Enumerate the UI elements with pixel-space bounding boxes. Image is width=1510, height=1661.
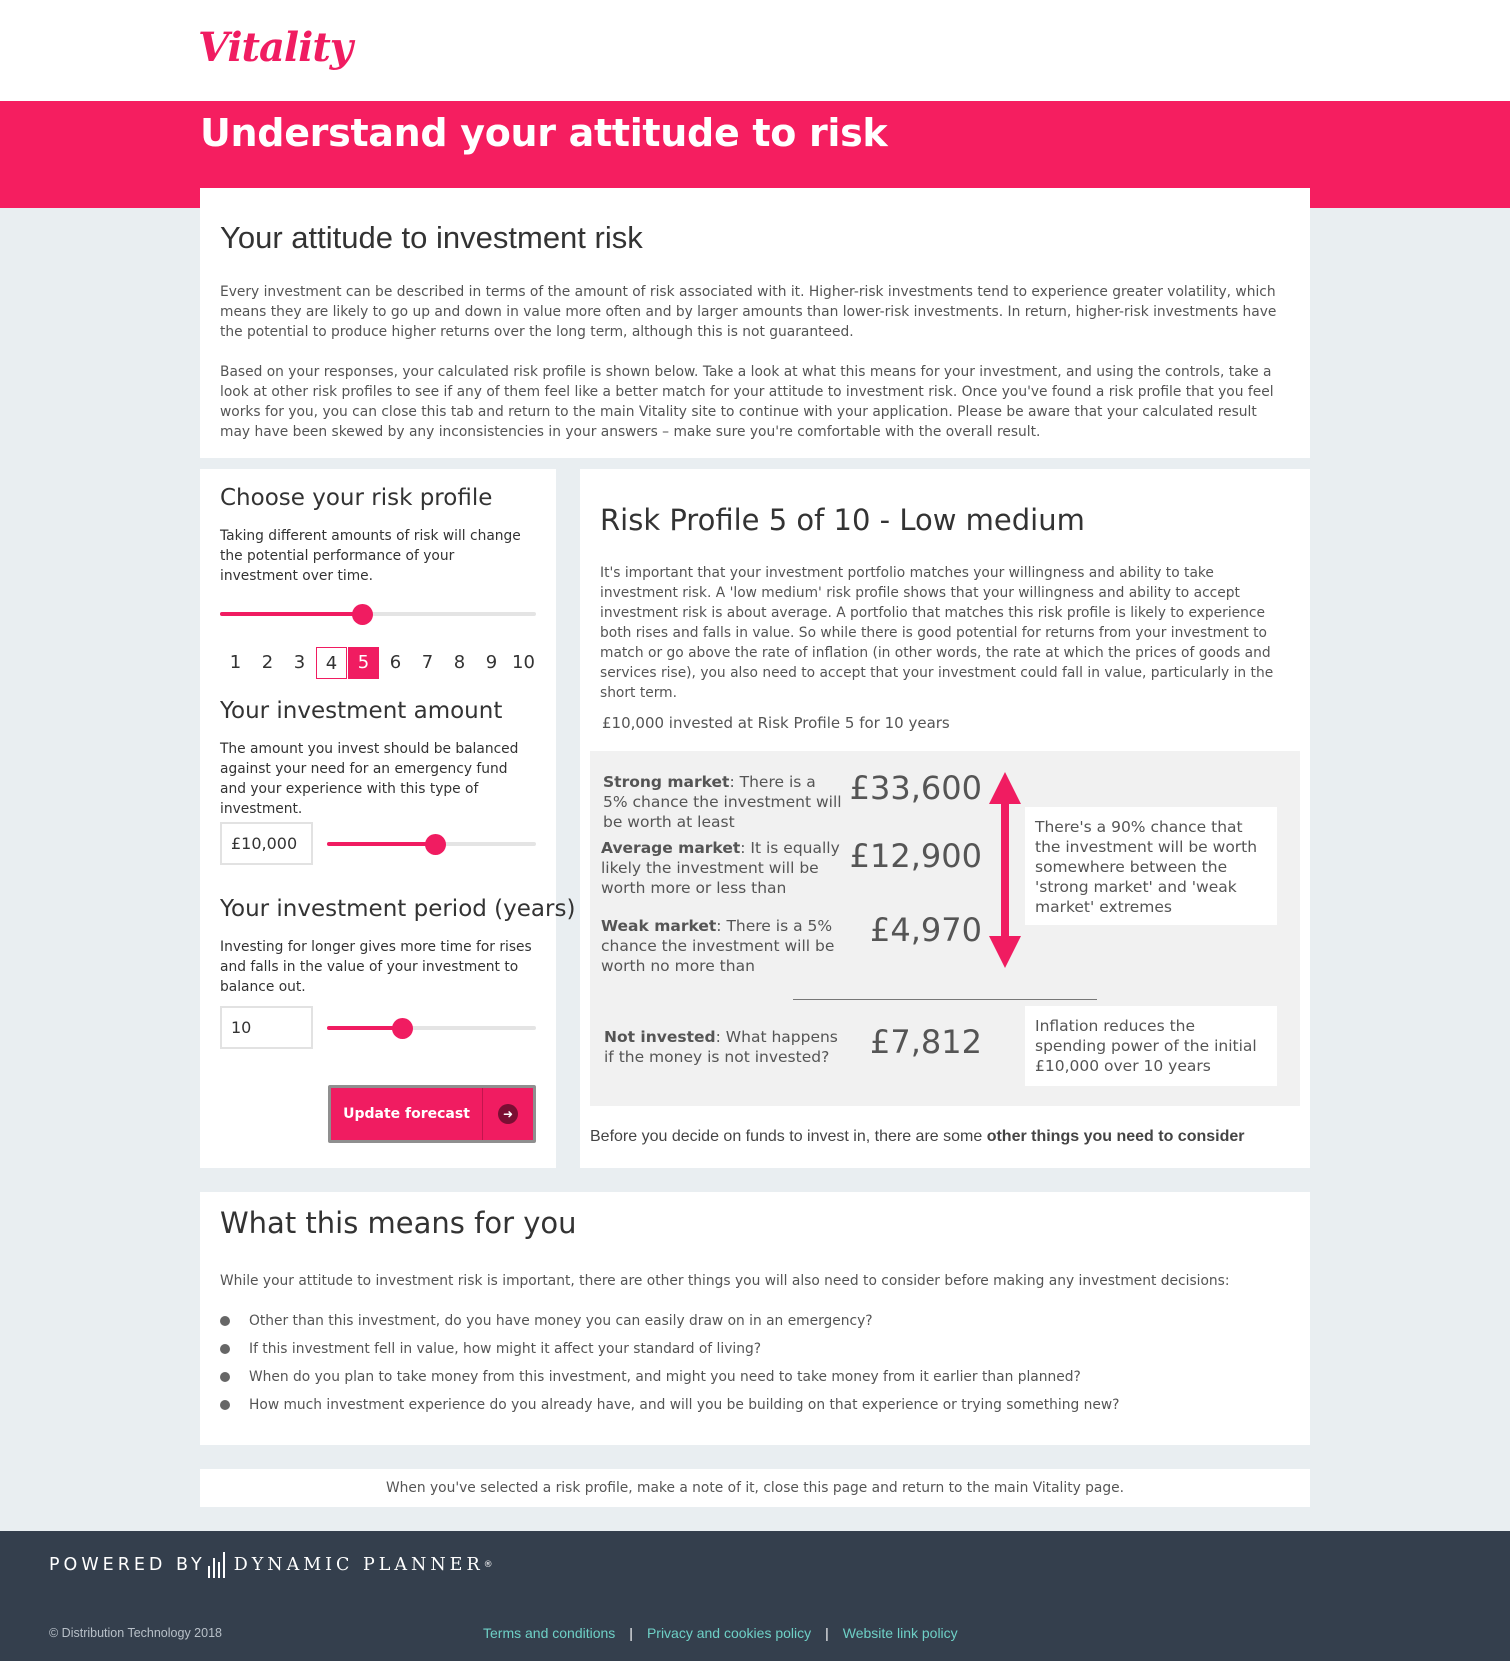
forecast-divider bbox=[793, 999, 1097, 1000]
intro-paragraph: Every investment can be described in terms of the amount of risk associated with it. Higher-risk investments tend to experience greater volatility, which means they are likely to go up and down in value more often and by larger amounts than lower-risk investments. In return, higher-risk investments have the potential to produce higher returns over the long term, although this is not guaranteed. bbox=[220, 284, 1277, 340]
site-footer bbox=[0, 1531, 1510, 1661]
strong-market-label: Strong market bbox=[603, 773, 730, 791]
website-link-policy-link[interactable]: Website link policy bbox=[842, 1625, 958, 1641]
list-item-text: When do you plan to take money from this investment, and might you need to take money from it earlier than planned? bbox=[249, 1369, 1081, 1385]
risk-profile-title: Choose your risk profile bbox=[220, 485, 493, 511]
list-item-text: How much investment experience do you already have, and will you be building on that experience or trying something new? bbox=[249, 1397, 1120, 1413]
investment-period-input[interactable]: 10 bbox=[220, 1006, 313, 1049]
not-invested-label: Not invested bbox=[604, 1028, 716, 1046]
weak-market-value: £4,970 bbox=[870, 911, 982, 949]
trademark-symbol: ® bbox=[483, 1560, 493, 1570]
risk-profile-description: Taking different amounts of risk will change the potential performance of your investment over time. bbox=[220, 528, 521, 584]
risk-level-8[interactable]: 8 bbox=[453, 652, 466, 673]
page-title: Understand your attitude to risk bbox=[200, 111, 888, 155]
range-double-arrow-icon bbox=[988, 772, 1022, 968]
means-intro: While your attitude to investment risk is important, there are other things you will also need to consider before making any investment decisions: bbox=[220, 1273, 1230, 1289]
risk-level-1[interactable]: 1 bbox=[229, 652, 242, 673]
investment-period-title: Your investment period (years) bbox=[220, 896, 576, 922]
dynamic-planner-logo-icon bbox=[208, 1552, 228, 1578]
investment-period-slider-fill bbox=[327, 1026, 402, 1030]
powered-by-label: POWERED BY bbox=[49, 1555, 206, 1575]
not-invested-desc: : What happens if the money is not invested? bbox=[604, 1028, 838, 1066]
investment-amount-input[interactable]: £10,000 bbox=[220, 822, 313, 865]
not-invested-value: £7,812 bbox=[870, 1023, 982, 1061]
not-invested-text bbox=[604, 1027, 844, 1067]
risk-level-9[interactable]: 9 bbox=[485, 652, 498, 673]
investment-amount-slider[interactable] bbox=[327, 842, 536, 846]
intro-paragraph: Based on your responses, your calculated risk profile is shown below. Take a look at what this means for your investment, and using the controls, take a look at other risk profiles to see if any of them feel like a better match for your attitude to investment risk. Once you've found a risk profile that you feel works for you, you can close this tab and return to the main Vitality site to continue with your application. Please be aware that your calculated result may have been skewed by any inconsistencies in your answers – make sure you're comfortable with the overall result. bbox=[220, 364, 1274, 440]
investment-period-slider-thumb[interactable] bbox=[392, 1018, 413, 1039]
means-panel bbox=[200, 1192, 1310, 1445]
investment-amount-description: The amount you invest should be balanced against your need for an emergency fund and your experience with this type of investment. bbox=[220, 741, 519, 817]
link-separator: | bbox=[825, 1625, 829, 1641]
arrow-right-circle-icon: ➜ bbox=[483, 1104, 533, 1124]
vitality-logo[interactable]: Vitality bbox=[198, 24, 353, 71]
weak-market-text bbox=[601, 916, 841, 976]
risk-profile-slider-fill bbox=[220, 612, 362, 616]
forecast-label: £10,000 invested at Risk Profile 5 for 10 years bbox=[602, 714, 950, 732]
arrow-up-head bbox=[989, 772, 1021, 804]
risk-level-5[interactable]: 5 bbox=[348, 647, 379, 679]
range-note: There's a 90% chance that the investment will be worth somewhere between the 'strong market' and 'weak market' extremes bbox=[1025, 807, 1277, 925]
link-separator: | bbox=[629, 1625, 633, 1641]
inflation-note: Inflation reduces the spending power of the initial £10,000 over 10 years bbox=[1025, 1006, 1277, 1086]
terms-link[interactable]: Terms and conditions bbox=[483, 1625, 616, 1641]
update-forecast-button-face[interactable] bbox=[331, 1088, 533, 1140]
risk-profile-explanation: It's important that your investment portfolio matches your willingness and ability to take investment risk. A 'low medium' risk profile shows that your willingness and ability to accept investment risk is about average. A portfolio that matches this risk profile is likely to experience both rises and falls in value. So while there is good potential for returns from your investment to match or go above the rate of inflation (in other words, the rate at which the prices of goods and services rise), you also need to accept that your investment could fall in value, particularly in the short term. bbox=[600, 565, 1274, 701]
risk-profile-slider[interactable] bbox=[220, 612, 536, 616]
risk-profile-heading: Risk Profile 5 of 10 - Low medium bbox=[600, 503, 1085, 537]
investment-amount-slider-thumb[interactable] bbox=[425, 834, 446, 855]
investment-amount-slider-fill bbox=[327, 842, 436, 846]
powered-by bbox=[49, 1552, 493, 1578]
consider-text: Before you decide on funds to invest in, there are some bbox=[590, 1128, 987, 1145]
intro-title: Your attitude to investment risk bbox=[220, 220, 643, 255]
bullet-icon bbox=[220, 1400, 230, 1410]
forecast-box bbox=[590, 751, 1300, 1106]
average-market-text bbox=[601, 838, 841, 898]
average-market-desc: : It is equally likely the investment will be worth more or less than bbox=[601, 839, 840, 897]
footer-links bbox=[483, 1625, 958, 1641]
dynamic-planner-brand: DYNAMIC PLANNER bbox=[233, 1555, 484, 1575]
controls-panel bbox=[200, 469, 576, 1168]
risk-level-6[interactable]: 6 bbox=[389, 652, 402, 673]
risk-level-3[interactable]: 3 bbox=[293, 652, 306, 673]
strong-market-desc: : There is a 5% chance the investment will be worth at least bbox=[603, 773, 842, 831]
investment-amount-title: Your investment amount bbox=[220, 698, 503, 724]
list-item-text: Other than this investment, do you have money you can easily draw on in an emergency? bbox=[249, 1313, 873, 1329]
bullet-icon bbox=[220, 1344, 230, 1354]
investment-period-description: Investing for longer gives more time for rises and falls in the value of your investment to balance out. bbox=[220, 939, 532, 995]
list-item-text: If this investment fell in value, how might it affect your standard of living? bbox=[249, 1341, 762, 1357]
forecast-panel bbox=[580, 469, 1310, 1168]
strong-market-value: £33,600 bbox=[849, 769, 982, 807]
risk-level-2[interactable]: 2 bbox=[261, 652, 274, 673]
bottom-note: When you've selected a risk profile, make a note of it, close this page and return to the main Vitality page. bbox=[385, 1480, 1124, 1496]
arrow-down-head bbox=[989, 936, 1021, 968]
weak-market-label: Weak market bbox=[601, 917, 717, 935]
bullet-icon bbox=[220, 1316, 230, 1326]
risk-level-4[interactable]: 4 bbox=[316, 647, 347, 679]
means-title: What this means for you bbox=[220, 1206, 577, 1240]
update-forecast-button[interactable] bbox=[328, 1085, 536, 1143]
strong-market-text bbox=[603, 772, 843, 832]
list-item bbox=[220, 1307, 1119, 1335]
consider-note bbox=[590, 1128, 1244, 1146]
risk-profile-slider-thumb[interactable] bbox=[352, 604, 373, 625]
weak-market-desc: : There is a 5% chance the investment will be worth no more than bbox=[601, 917, 835, 975]
considerations-list bbox=[220, 1307, 1119, 1419]
copyright: © Distribution Technology 2018 bbox=[49, 1626, 222, 1640]
list-item bbox=[220, 1391, 1119, 1419]
bottom-note-panel bbox=[200, 1469, 1310, 1507]
list-item bbox=[220, 1363, 1119, 1391]
investment-period-slider[interactable] bbox=[327, 1026, 536, 1030]
privacy-link[interactable]: Privacy and cookies policy bbox=[646, 1625, 812, 1641]
average-market-label: Average market bbox=[601, 839, 741, 857]
average-market-value: £12,900 bbox=[849, 837, 982, 875]
risk-profile-scale bbox=[220, 647, 540, 679]
risk-level-10[interactable]: 10 bbox=[512, 652, 535, 673]
site-header bbox=[0, 0, 1510, 101]
list-item bbox=[220, 1335, 1119, 1363]
update-forecast-label: Update forecast bbox=[343, 1106, 470, 1122]
consider-link[interactable]: other things you need to consider bbox=[986, 1128, 1245, 1145]
intro-panel bbox=[200, 188, 1310, 458]
arrow-shaft bbox=[1001, 800, 1009, 940]
bullet-icon bbox=[220, 1372, 230, 1382]
risk-level-7[interactable]: 7 bbox=[421, 652, 434, 673]
